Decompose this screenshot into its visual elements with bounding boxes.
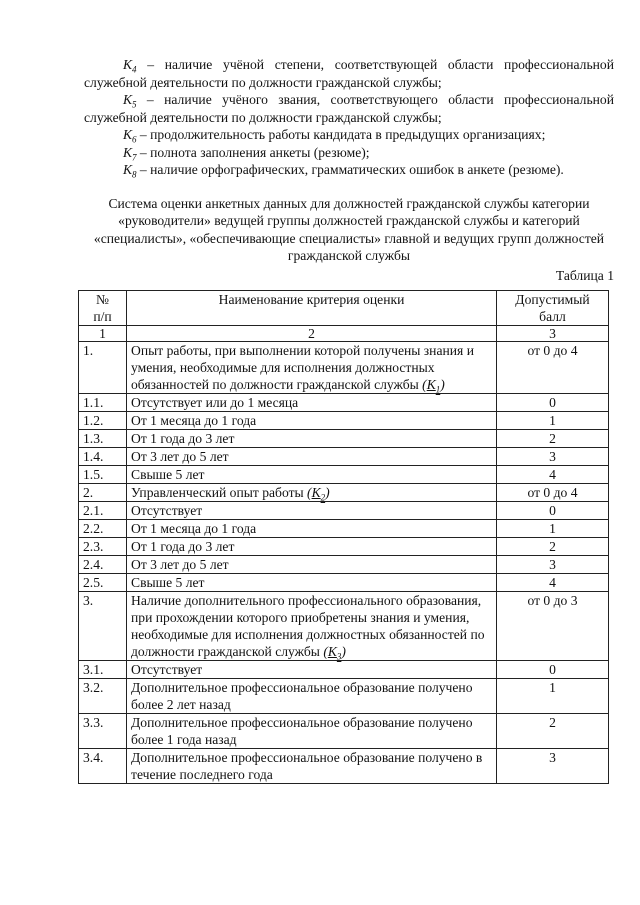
row-criterion-name xyxy=(127,714,497,749)
row-number: 2.3. xyxy=(79,538,127,556)
table-row xyxy=(79,679,609,714)
table-row xyxy=(79,661,609,679)
criteria-definitions xyxy=(84,56,614,179)
row-number: 2.4. xyxy=(79,556,127,574)
criterion-coefficient: $(К_2)$ xyxy=(307,485,330,503)
table-index-row xyxy=(79,326,609,342)
criterion-text: От 1 месяца до 1 года xyxy=(131,521,257,536)
row-score: 4 xyxy=(497,574,609,592)
definition-k8: $К_8$ – наличие орфографических, грамматических ошибок в анкете (резюме). xyxy=(123,162,564,180)
row-number: 3. xyxy=(79,592,127,661)
row-criterion-name xyxy=(127,342,497,394)
definition-k6: $К_6$ – продолжительность работы кандидата в предыдущих организациях; xyxy=(123,127,546,145)
table-row xyxy=(79,394,609,412)
criterion-text: Отсутствует xyxy=(131,662,203,677)
section-heading: Система оценки анкетных данных для должностей гражданской службы категории «руководители» ведущей группы должностей гражданской службы и категорий «специалисты», «обеспечивающие специалисты» главной и ведущих групп должностей гражданской службы xyxy=(93,195,605,263)
table-row xyxy=(79,502,609,520)
row-number: 1.5. xyxy=(79,466,127,484)
row-score: 2 xyxy=(497,714,609,749)
table-row xyxy=(79,714,609,749)
table-row xyxy=(79,556,609,574)
header-criterion-name: Наименование критерия оценки xyxy=(127,291,497,326)
row-criterion-name xyxy=(127,538,497,556)
criterion-coefficient: $(К_3)$ xyxy=(323,644,346,662)
row-criterion-name xyxy=(127,466,497,484)
criterion-text: От 3 лет до 5 лет xyxy=(131,557,229,572)
row-score: 4 xyxy=(497,466,609,484)
criteria-table xyxy=(78,290,609,784)
row-number: 1. xyxy=(79,342,127,394)
table-header-row xyxy=(79,291,609,326)
row-score: 0 xyxy=(497,661,609,679)
criterion-text: От 1 года до 3 лет xyxy=(131,431,235,446)
row-number: 3.3. xyxy=(79,714,127,749)
row-number: 2.5. xyxy=(79,574,127,592)
table-row xyxy=(79,448,609,466)
row-number: 1.2. xyxy=(79,412,127,430)
definition-k7: $К_7$ – полнота заполнения анкеты (резюме); xyxy=(123,144,370,163)
row-criterion-name xyxy=(127,394,497,412)
row-score: 3 xyxy=(497,448,609,466)
criterion-text: Отсутствует или до 1 месяца xyxy=(131,395,299,410)
row-number: 1.3. xyxy=(79,430,127,448)
table-row xyxy=(79,538,609,556)
row-criterion-name xyxy=(127,679,497,714)
definition-k4: $К_4$ – наличие учёной степени, соответствующей области профессиональной служебной деятельности по должности гражданской службы; xyxy=(84,57,614,90)
criterion-text: Дополнительное профессиональное образование получено в течение последнего года xyxy=(131,750,483,782)
index-cell: 1 xyxy=(79,326,127,342)
criterion-text: Управленческий опыт работы xyxy=(131,485,308,500)
table-body xyxy=(79,342,609,784)
table-row xyxy=(79,430,609,448)
criterion-text: Отсутствует xyxy=(131,503,203,518)
row-number: 2.1. xyxy=(79,502,127,520)
row-number: 3.1. xyxy=(79,661,127,679)
row-number: 3.2. xyxy=(79,679,127,714)
table-row xyxy=(79,574,609,592)
criterion-text: От 1 месяца до 1 года xyxy=(131,413,257,428)
row-criterion-name xyxy=(127,502,497,520)
row-score: 1 xyxy=(497,520,609,538)
row-criterion-name xyxy=(127,484,497,502)
table-row xyxy=(79,484,609,502)
table-row xyxy=(79,749,609,784)
index-cell: 2 xyxy=(127,326,497,342)
table-row xyxy=(79,342,609,394)
row-number: 2. xyxy=(79,484,127,502)
row-criterion-name xyxy=(127,556,497,574)
row-score: от 0 до 3 xyxy=(497,592,609,661)
row-criterion-name xyxy=(127,574,497,592)
row-score: 1 xyxy=(497,412,609,430)
row-score: от 0 до 4 xyxy=(497,484,609,502)
header-allowed-score: Допустимый балл xyxy=(497,291,609,326)
criterion-text: От 1 года до 3 лет xyxy=(131,539,235,554)
criterion-text: Опыт работы, при выполнении которой получены знания и умения, необходимые для исполнения должностных обязанностей по должности гражданской службы xyxy=(131,343,474,392)
header-number: № п/п xyxy=(79,291,127,326)
table-row xyxy=(79,412,609,430)
row-criterion-name xyxy=(127,520,497,538)
criterion-text: Свыше 5 лет xyxy=(131,467,205,482)
row-criterion-name xyxy=(127,430,497,448)
table-row xyxy=(79,592,609,661)
row-number: 1.1. xyxy=(79,394,127,412)
criterion-coefficient: $(К_1)$ xyxy=(422,377,445,395)
row-score: 3 xyxy=(497,749,609,784)
row-score: 2 xyxy=(497,538,609,556)
criterion-text: Дополнительное профессиональное образование получено более 1 года назад xyxy=(131,715,473,747)
criterion-text: Свыше 5 лет xyxy=(131,575,205,590)
row-criterion-name xyxy=(127,592,497,661)
row-criterion-name xyxy=(127,661,497,679)
row-score: 2 xyxy=(497,430,609,448)
row-score: 0 xyxy=(497,502,609,520)
table-row xyxy=(79,520,609,538)
definition-k5: $К_5$ – наличие учёного звания, соответствующего области профессиональной служебной деятельности по должности гражданской службы; xyxy=(84,92,614,125)
row-number: 2.2. xyxy=(79,520,127,538)
criterion-text: Наличие дополнительного профессионального образования, при прохождении которого приобретены знания и умения, необходимые для исполнения должностных обязанностей по должности гражданской службы xyxy=(131,593,485,659)
row-score: от 0 до 4 xyxy=(497,342,609,394)
row-score: 0 xyxy=(497,394,609,412)
criterion-text: Дополнительное профессиональное образование получено более 2 лет назад xyxy=(131,680,473,712)
row-criterion-name xyxy=(127,448,497,466)
row-number: 1.4. xyxy=(79,448,127,466)
row-number: 3.4. xyxy=(79,749,127,784)
row-score: 3 xyxy=(497,556,609,574)
table-row xyxy=(79,466,609,484)
row-criterion-name xyxy=(127,749,497,784)
table-label: Таблица 1 xyxy=(555,267,614,283)
row-criterion-name xyxy=(127,412,497,430)
criterion-text: От 3 лет до 5 лет xyxy=(131,449,229,464)
index-cell: 3 xyxy=(497,326,609,342)
row-score: 1 xyxy=(497,679,609,714)
